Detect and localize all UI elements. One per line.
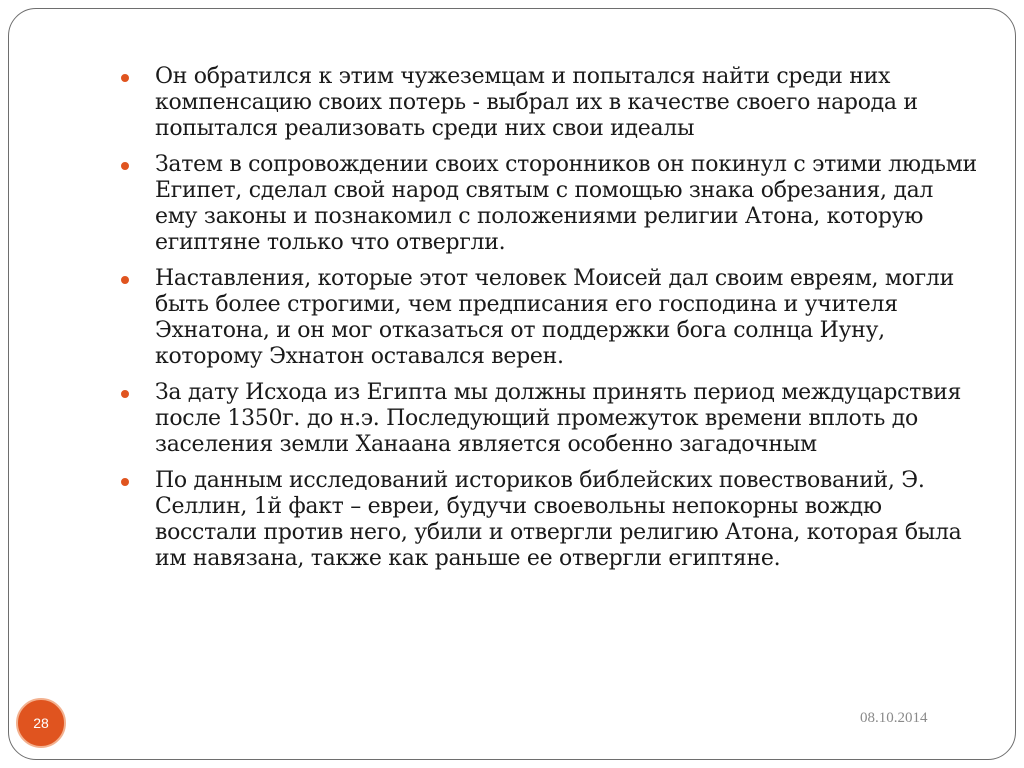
bullet-item (119, 152, 979, 256)
bullet-item (119, 64, 979, 142)
bullet-list (119, 64, 979, 582)
bullet-dot-icon (121, 390, 129, 398)
bullet-dot-icon (121, 162, 129, 170)
bullet-text: Наставления, которые этот человек Моисей дал своим евреям, могли быть более строгими, чем предписания его господина и учителя Эхнатона, и он мог отказаться от поддержки бога солнца Иуну, которому Эхнатон оставался верен. (155, 266, 954, 369)
bullet-item (119, 468, 979, 572)
page-number-badge: 28 (16, 698, 66, 748)
bullet-dot-icon (121, 478, 129, 486)
bullet-item (119, 266, 979, 370)
slide-date: 08.10.2014 (860, 710, 928, 726)
bullet-text: Затем в сопровождении своих сторонников он покинул с этими людьми Египет, сделал свой народ святым с помощью знака обрезания, дал ему законы и познакомил с положениями религии Атона, которую египтяне только что отвергли. (155, 152, 977, 255)
bullet-text: За дату Исхода из Египта мы должны принять период междуцарствия после 1350г. до н.э. Последующий промежуток времени вплоть до заселения земли Ханаана является особенно загадочным (155, 380, 962, 457)
slide-frame (8, 8, 1016, 760)
bullet-dot-icon (121, 276, 129, 284)
bullet-text: Он обратился к этим чужеземцам и попытался найти среди них компенсацию своих потерь - выбрал их в качестве своего народа и попытался реализовать среди них свои идеалы (155, 64, 918, 141)
bullet-text: По данным исследований историков библейских повествований, Э. Селлин, 1й факт – евреи, будучи своевольны непокорны вождю восстали против него, убили и отвергли религию Атона, которая была им навязана, также как раньше ее отвергли египтяне. (155, 468, 962, 571)
bullet-item (119, 380, 979, 458)
bullet-dot-icon (121, 74, 129, 82)
